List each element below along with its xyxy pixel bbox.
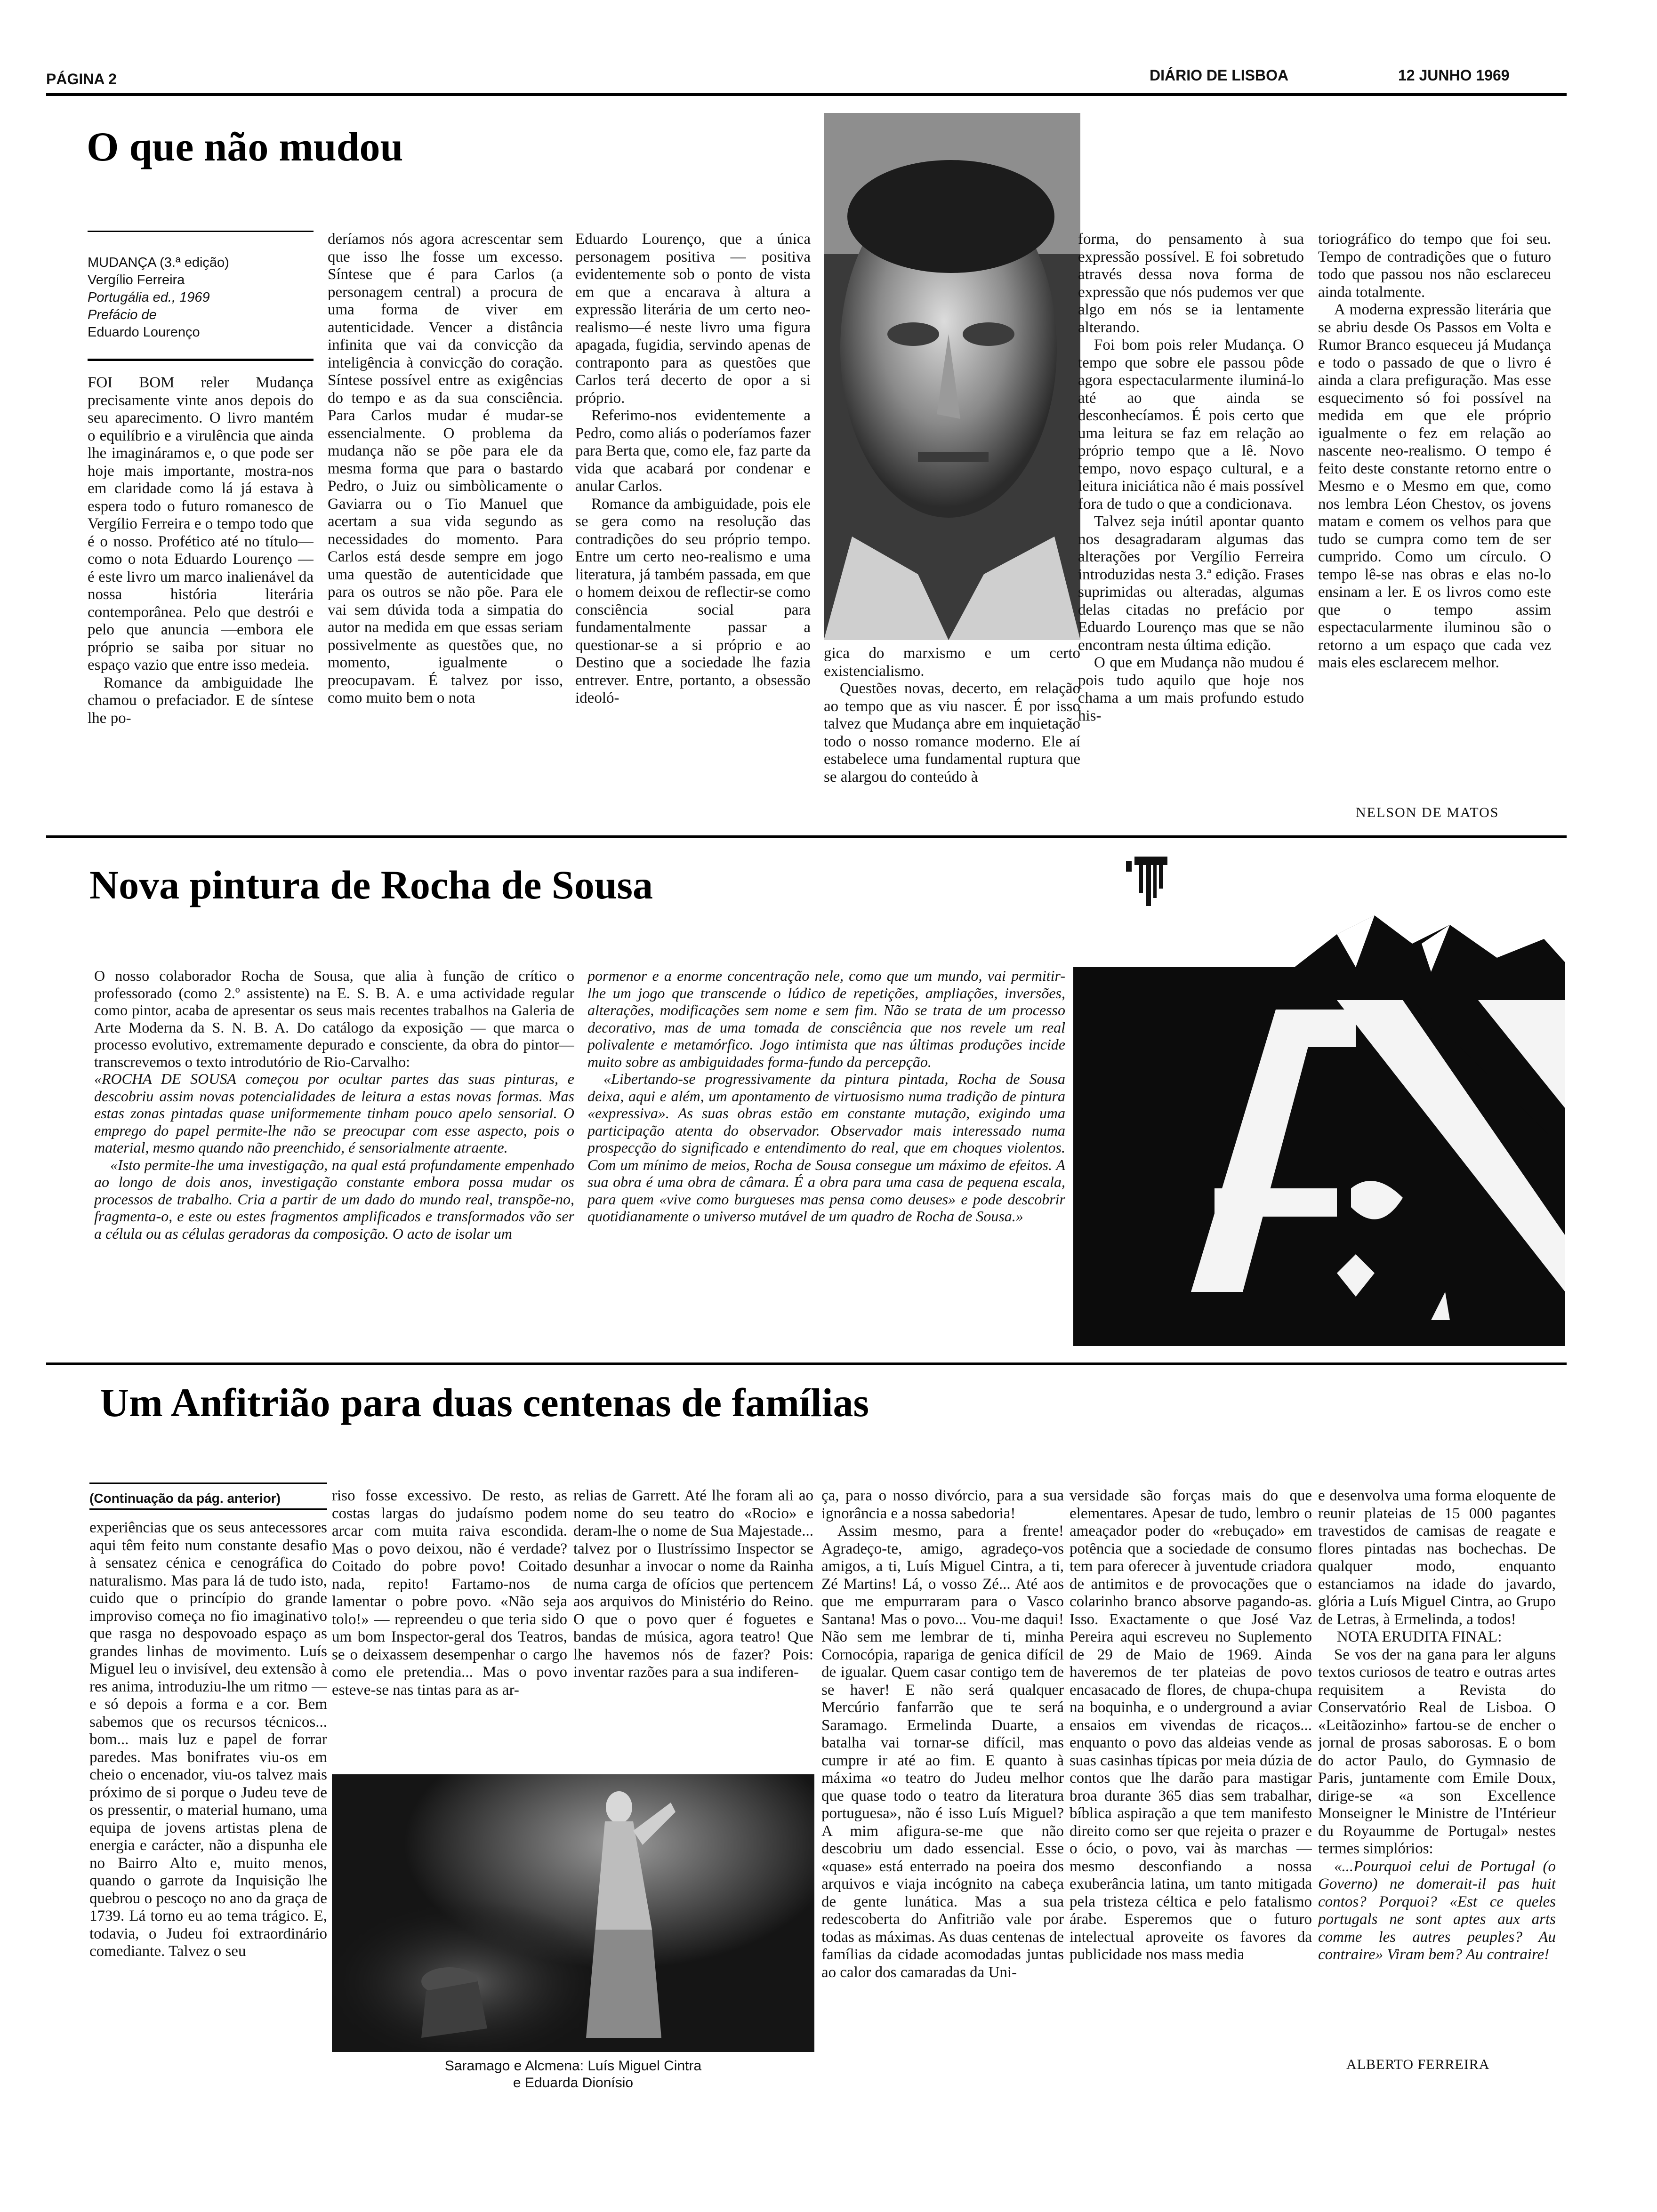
paragraph: toriográfico do tempo que foi seu. Tempo de contradições que o futuro todo que passou nos não esclareceu ainda totalmente. <box>1318 231 1551 301</box>
article-column <box>821 1487 1064 2085</box>
byline: ALBERTO FERREIRA <box>1346 2057 1490 2072</box>
paragraph: «ROCHA DE SOUSA começou por ocultar partes das suas pinturas, e descobriu assim novas potencialidades de leitura a estas novas formas. Mas estas zonas pintadas quase uniformemente tinham pouco apelo sensorial. O emprego do papel permite-lhe não se preocupar com esse aspecto, pois o material, mesmo quando não preenchido, é sensorialmente atraente. <box>94 1070 574 1156</box>
article-title: Nova pintura de Rocha de Sousa <box>89 862 653 907</box>
article-column <box>587 967 1065 1353</box>
paragraph: Assim mesmo, para a frente! Agradeço-te, amigo, agradeço-vos amigos, a ti, Luís Miguel Cintra, a ti, Zé Martins! Lá, o vosso Zé... Até aos que me empurraram para o Vasco Santana! Mas o povo... Vou-me daqui! Não sem me lembrar de ti, minha Cornocópia, rapariga de genica difícil de igualar. Quem casar contigo tem de se haver! E não será qualquer Mercúrio fanfarrão que te será Saramago. Ermelinda Duarte, a batalha vai tornar-se difícil, mas cumpre ir até ao fim. E quanto à máxima «o teatro do Judeu melhor que quase todo o teatro da literatura portuguesa», não é isso Luís Miguel? A mim afigura-se-me que não descobriu um dado essencial. Esse «quase» está enterrado na poeira dos arquivos e viaja incógnito na cabeça de gente lunática. Mas a sua redescoberta do Anfitrião vale por todas as máximas. As duas centenas de famílias da cidade acomodadas juntas ao calor dos camaradas da Uni- <box>821 1523 1064 1981</box>
article-column <box>1318 231 1551 793</box>
article-column <box>332 1487 567 1760</box>
article-column <box>328 231 563 821</box>
paragraph: Eduardo Lourenço, que a única personagem positiva — positiva evidentemente sob o ponto de vista em que a encarava à altura a expressão literária de um certo neo-realismo—é neste livro uma figura apagada, fugidia, servindo apenas de contraponto para as questões que Carlos terá decerto de opor a si próprio. <box>575 231 811 407</box>
article-column <box>1078 231 1304 821</box>
paragraph: Questões novas, decerto, em relação ao tempo que as viu nascer. É por isso talvez que Mudança abre em inquietação todo o nosso romance moderno. Ele aí estabelece uma fundamental ruptura que se alargou do conteúdo à <box>824 680 1080 785</box>
issue-date: 12 JUNHO 1969 <box>1398 67 1510 84</box>
theatre-scene-photo <box>332 1774 814 2052</box>
article-column <box>1070 1487 1312 2085</box>
book-credit <box>88 254 314 341</box>
paragraph: experiências que os seus antecessores aqui têm feito num constante desafio à sensatez cénica e cenográfica do naturalismo. Mas para lá de tudo isto, cuido que o princípio do grande improviso começa no fio imaginativo que rasga no despovoado espaço as grandes linhas de movimento. Luís Miguel leu o invisível, deu extensão à res anima, introduziu-lhe um ritmo — e só depois a forma e a cor. Bem sabemos que os recursos técnicos... bom... mais luz e papel de forrar paredes. Mas bonifrates viu-os em cheio o encenador, viu-os talvez mais próximo de si porque o Judeu teve de os pressentir, o material humano, uma equipa de jovens artistas plena de energia e carácter, não a dispunha ele no Bairro Alto e, muito menos, quando o garrote da Inquisição lhe quebrou o pescoço no ano da graça de 1739. Lá torno eu ao tema trágico. E, todavia, o Judeu foi extraordinário comediante. Talvez o seu <box>89 1519 327 1960</box>
article-column <box>575 231 811 821</box>
article-column <box>89 1519 327 2084</box>
author-portrait-photo <box>824 113 1080 640</box>
continuation-rule-bottom <box>89 1508 327 1510</box>
paragraph: Talvez seja inútil apontar quanto nos desagradaram algumas das alterações por Vergílio Ferreira introduzidas nesta 3.ª edição. Frases suprimidas ou alteradas, algumas delas citadas no prefácio por Eduardo Lourenço mas que se não encontram nesta última edição. <box>1078 513 1304 654</box>
article-title: O que não mudou <box>87 124 403 170</box>
article-column <box>1318 1487 1556 2054</box>
credit-line: MUDANÇA (3.ª edição) <box>88 255 229 270</box>
paragraph: versidade são forças mais do que elementares. Apesar de tudo, lembro o ameaçador poder do «rebuçado» em potência que a sociedade de consumo tem para oferecer à juventude criadora de antimitos e de provocações que o colarinho branco absorve pagando-as. Isso. Exactamente o que José Vaz Pereira aqui escreveu no Suplemento de 29 de Maio de 1969. Ainda haveremos de ter plateias de povo encasacado de flores, de chupa-chupa na boquinha, e o underground a aviar ensaios em vivendas de ricaços... enquanto o povo das aldeias vende as suas casinhas típicas por meia dúzia de contos que lhe darão para mastigar broa durante 365 dias sem trabalhar, bíblica aspiração a que tem manifesto direito como ser que rejeita o prazer e o ócio, o povo, vai às marchas — mesmo desconfiando a nossa exuberância latina, um tanto mitigada pela tristeza céltica e pelo fatalismo árabe. Esperemos que o futuro intelectual aproveite os favores da publicidade nos mass media <box>1070 1487 1312 1963</box>
paragraph: Romance da ambiguidade, pois ele se gera como na resolução das contradições do seu próprio tempo. Entre um certo neo-realismo e uma literatura, já também passada, em que o homem deixou de reflectir-se como consciência social para fundamentalmente passar a questionar-se a si próprio e ao Destino que a sociedade lhe fazia entrever. Entre, portanto, a obsessão ideoló- <box>575 495 811 706</box>
paragraph: O nosso colaborador Rocha de Sousa, que alia à função de crítico o professorado (como 2.º assistente) na E. S. B. A. e uma actividade regular como pintor, acaba de apresentar os seus mais recentes trabalhos na Galeria de Arte Moderna da S. N. B. A. Do catálogo da exposição — que marca o processo evolutivo, extremamente depurado e consciente, da obra do pintor— transcrevemos o texto introdutório de Rio-Carvalho: <box>94 967 574 1070</box>
paragraph: «Isto permite-lhe uma investigação, na qual está profundamente empenhado ao longo de dois anos, investigação constante embora possa mudar os processos de trabalho. Cria a partir de um dado do mundo real, transpõe-no, fragmenta-o, e este ou estes fragmentos amplificados e transformados vão ser a célula ou as células geradoras da composição. O acto de isolar um <box>94 1156 574 1242</box>
section-divider <box>46 835 1567 838</box>
paragraph: gica do marxismo e um certo existencialismo. <box>824 645 1080 680</box>
paragraph: «Libertando-se progressivamente da pintura pintada, Rocha de Sousa deixa, aqui e além, um apontamento de virtuosismo numa tradição de pintura «expressiva». As suas obras estão em constante mutação, exigindo uma participação atenta do observador. Observador mais interessado numa prospecção do significado e entendimento do real, que em choques violentos. Com um mínimo de meios, Rocha de Sousa consegue um máximo de efeitos. A sua obra é uma obra de câmara. É a obra para uma casa de pequena escala, para quem «vive como burgueses mas pensa como deuses» e pode descobrir quotidianamente o universo mutável de um quadro de Rocha de Sousa.» <box>587 1070 1065 1225</box>
paragraph: e desenvolva uma forma eloquente de reunir plateias de 15 000 pagantes travestidos de camisas de reagate e flores pintadas nas bochechas. De qualquer modo, enquanto estanciamos na idade do javardo, glória a Luís Miguel Cintra, ao Grupo de Letras, à Ermelinda, a todos! <box>1318 1487 1556 1628</box>
article-column <box>88 374 314 821</box>
continuation-rule-top <box>89 1483 327 1484</box>
artwork-fragment-image <box>1125 857 1177 913</box>
page-number: PÁGINA 2 <box>46 71 117 88</box>
paragraph: riso fosse excessivo. De resto, as costas largas do judaísmo podem arcar com muita raiva escondida. Mas o povo deixou, não é verdade? Coitado do pobre povo! Coitado nada, repito! Fartamo-nos de lamentar o pobre povo. «Não seja tolo!» — repreendeu o que teria sido um bom Inspector-geral dos Teatros, se o deixassem desempenhar o cargo como ele pretendia... Mas o povo esteve-se nas tintas para as ar- <box>332 1487 567 1699</box>
paragraph: Foi bom pois reler Mudança. O tempo que sobre ele passou pôde agora espectacularmente iluminá-lo até ao que ainda se desconhecíamos. É pois certo que uma leitura se faz em relação ao próprio tempo que a lê. Novo tempo, novo espaço cultural, e a leitura iniciática não é mais possível fora de tudo o que a condicionava. <box>1078 337 1304 513</box>
credit-line: Prefácio de <box>88 307 157 322</box>
header-rule <box>46 93 1567 96</box>
article-column <box>94 967 574 1353</box>
paragraph: O que em Mudança não mudou é pois tudo aquilo que hoje nos chama a um mais profundo estudo his- <box>1078 654 1304 724</box>
section-divider <box>46 1362 1567 1365</box>
section-heading: NOTA ERUDITA FINAL: <box>1337 1628 1502 1645</box>
caption-line: e Eduarda Dionísio <box>513 2075 634 2091</box>
credit-rule-top <box>88 231 314 232</box>
paragraph: FOI BOM reler Mudança precisamente vinte anos depois do seu aparecimento. O livro mantém o equilíbrio e a virulência que ainda lhe imagináramos e, o que pode ser hoje mais importante, mostra-nos em claridade como lá já estava à espera todo o futuro romanesco de Vergílio Ferreira e o tempo todo que é o nosso. Profético até no título—como o nota Eduardo Lourenço — é este livro um marco inalienável da nossa história literária contemporânea. Pelo que destrói e pelo que anuncia —embora ele próprio se saiba por situar no espaço vazio que entre isso medeia. <box>88 374 314 673</box>
credit-line: Eduardo Lourenço <box>88 325 200 340</box>
photo-caption <box>332 2058 814 2092</box>
credit-rule-bottom <box>88 359 314 361</box>
paragraph: forma, do pensamento à sua expressão possível. E foi sobretudo através dessa nova forma de expressão que nós pudemos ver que algo em nós se ia lentamente alterando. <box>1078 231 1304 336</box>
byline: NELSON DE MATOS <box>1356 805 1499 820</box>
paragraph: Referimo-nos evidentemente a Pedro, como aliás o poderíamos fazer para Berta que, como ele, faz parte da vida que acabará por condenar e anular Carlos. <box>575 407 811 495</box>
paragraph: A moderna expressão literária que se abriu desde Os Passos em Volta e Rumor Branco esqueceu já Mudança e todo o passado de que o livro é ainda a clara prefiguração. Mas esse esquecimento só foi possível na medida em que ele próprio igualmente o fez em relação ao nascente neo-realismo. O tempo é feito deste constante retorno entre o Mesmo e o Mesmo em que, como nos lembra Léon Chestov, os jovens matam e comem os velhos para que tudo se cumpra como tem de ser cumprido. Como um círculo. O tempo lê-se nas obras e elas no-lo ensinam a ler. E os livros como este que o tempo assim espectacularmente iluminou são o retorno a um espaço que cada vez mais eles esclarecem melhor. <box>1318 301 1551 671</box>
paragraph: ça, para o nosso divórcio, para a sua ignorância e a nossa sabedoria! <box>821 1487 1064 1522</box>
painting-reproduction-image <box>1073 906 1565 1346</box>
continuation-note: (Continuação da pág. anterior) <box>89 1491 281 1506</box>
paragraph: relias de Garrett. Até lhe foram ali ao nome do seu teatro do «Rocio» e deram-lhe o nome de Sua Majestade... talvez por o Ilustríssimo Inspector se desunhar a invocar o nome da Rainha numa carga de ofícios que pertencem aos arquivos do Ministério do Reino. O que o povo quer é foguetes e bandas de música, agora teatro! Que lhe havemos nós de fazer? Pois: inventar razões para a sua indiferen- <box>573 1487 813 1681</box>
caption-line: Saramago e Alcmena: Luís Miguel Cintra <box>444 2058 702 2074</box>
paragraph: Romance da ambiguidade lhe chamou o prefaciador. E de síntese lhe po- <box>88 674 314 727</box>
paragraph: Se vos der na gana para ler alguns textos curiosos de teatro e outras artes requisitem a Revista do Conservatório Real de Lisboa. O «Leitãozinho» fartou-se de encher o jornal de prosas saborosas. E o bom do actor Paulo, do Gymnasio de Paris, juntamente com Emile Doux, dirige-se «a son Excellence Monseigner le Ministre de l'Intérieur du Royaumme de Portugal» nestes termes simplórios: <box>1318 1646 1556 1857</box>
paragraph: «...Pourquoi celui de Portugal (o Governo) ne domerait-il pas huit contos? Porquoi? «Est ce queles portugals ne sont aptes aux arts comme les autres peuples? Au contraire» Viram bem? Au contraire! <box>1318 1858 1556 1963</box>
article-column <box>573 1487 813 1760</box>
article-title: Um Anfitrião para duas centenas de famílias <box>100 1380 869 1425</box>
paragraph: pormenor e a enorme concentração nele, como que um mundo, vai permitir-lhe um jogo que transcende o lúdico de repetições, ampliações, inversões, alterações, modificações sem nome e sem fim. Não se trata de um processo decorativo, mas de uma tomada de consciência que nos revele um real polivalente e metamórfico. Jogo intimista que nas últimas produções incide muito sobre as ambiguidades forma-fundo da percepção. <box>587 967 1065 1070</box>
article-column <box>824 645 1080 821</box>
newspaper-name: DIÁRIO DE LISBOA <box>1150 67 1289 84</box>
credit-line: Portugália ed., 1969 <box>88 290 210 305</box>
paragraph: deríamos nós agora acrescentar sem que isso lhe fosse um excesso. Síntese que é para Carlos (a personagem central) a procura de uma forma de viver em autenticidade. Vencer a distância infinita que vai da convicção da inteligência à convicção do coração. Síntese possível entre as exigências do tempo e as da sua consciência. Para Carlos mudar é mudar-se essencialmente. O problema da mudança não se põe para ele da mesma forma que para o bastardo Pedro, o Juiz ou simbòlicamente o Gaviarra ou o Tio Manuel que acertam a sua vida segundo as necessidades do momento. Para Carlos está desde sempre em jogo uma questão de autenticidade que para os outros se não põe. Para ele vai sem dúvida toda a simpatia do autor na medida em que essas seriam possivelmente as questões que, no momento, igualmente o preocupavam. É talvez por isso, como muito bem o nota <box>328 231 563 706</box>
credit-line: Vergílio Ferreira <box>88 272 185 288</box>
